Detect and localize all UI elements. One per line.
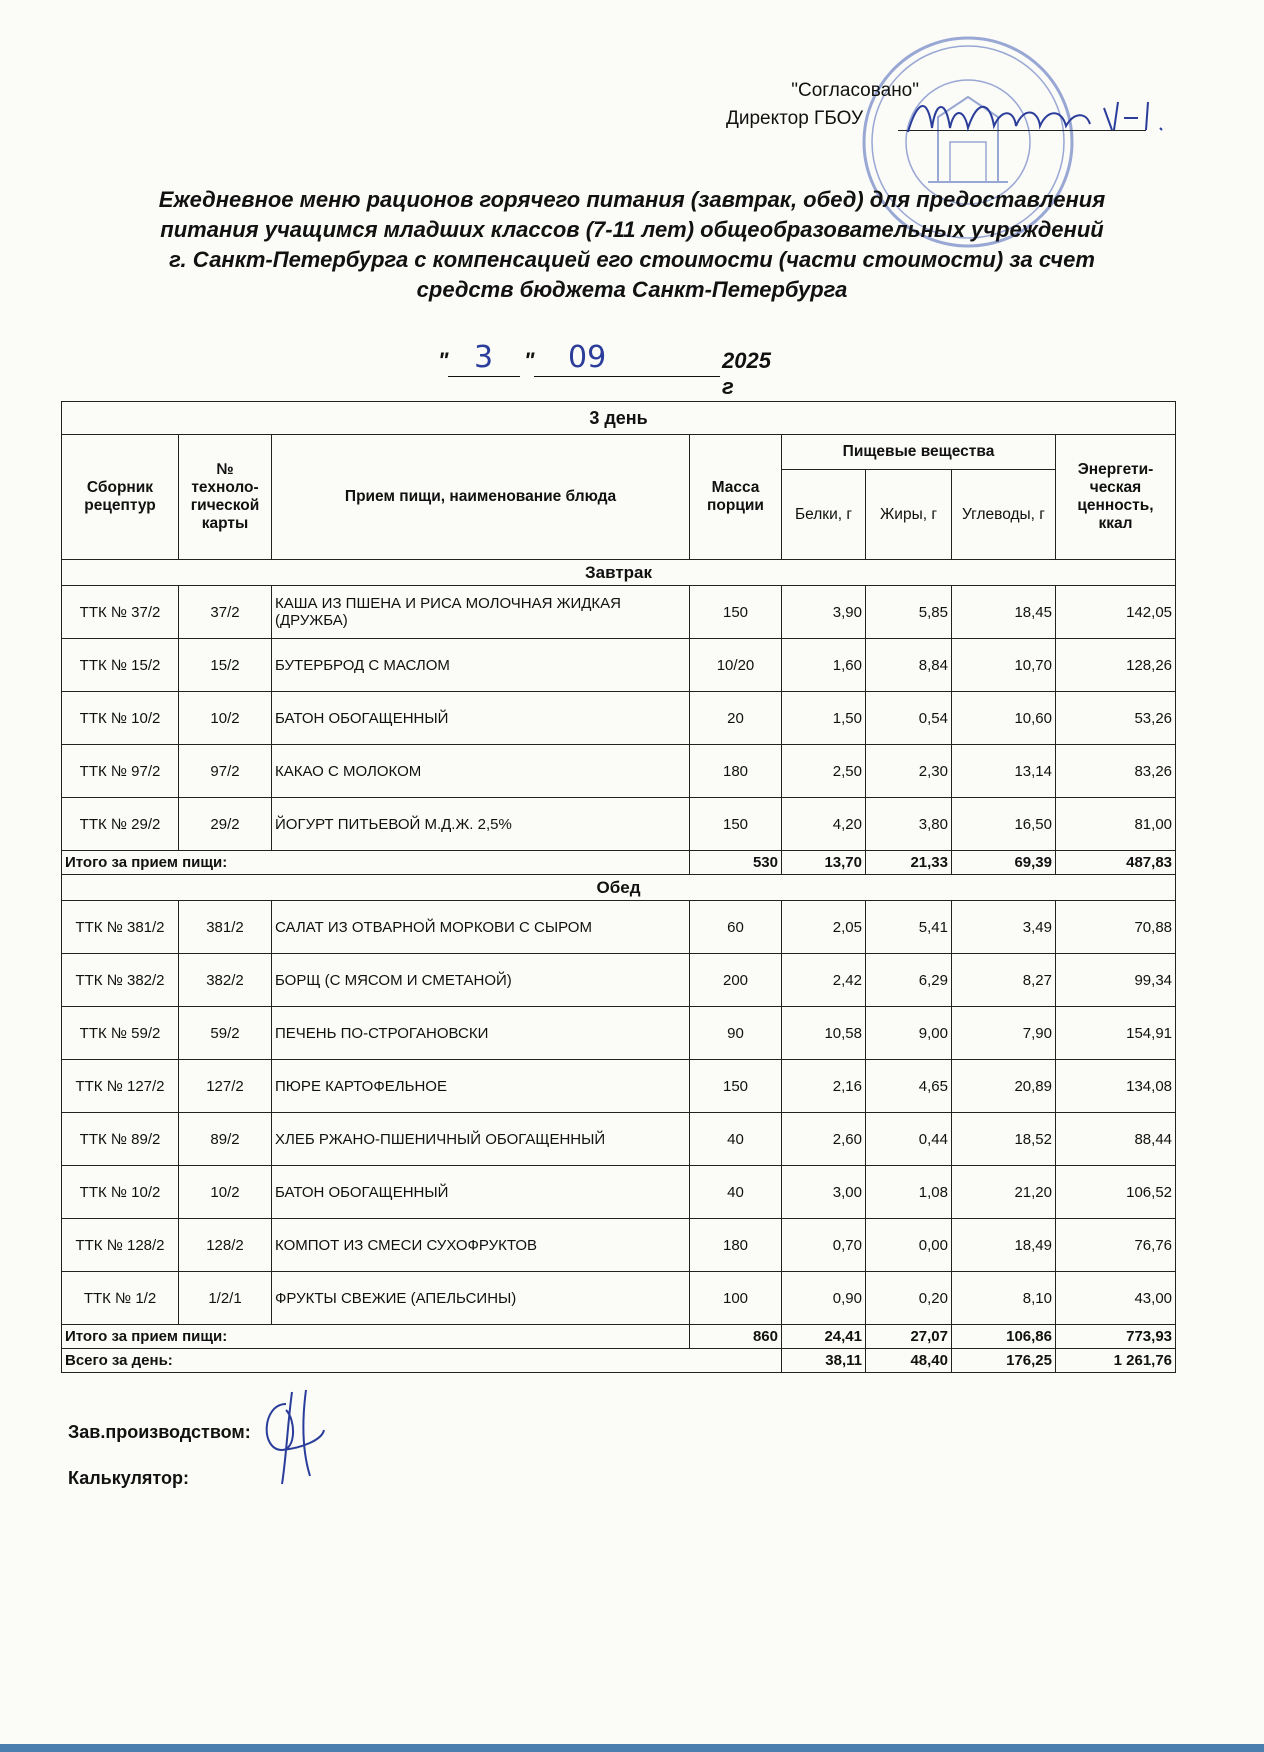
title-line: средств бюджета Санкт-Петербурга (416, 277, 848, 302)
cell-carbs: 10,60 (952, 692, 1056, 745)
cell-energy: 134,08 (1056, 1060, 1176, 1113)
col-header-carbs: Углеводы, г (952, 470, 1056, 560)
cell-card: 59/2 (179, 1007, 272, 1060)
total-label: Итого за прием пищи: (62, 1325, 690, 1349)
table-row (62, 745, 1176, 798)
cell-carbs: 10,70 (952, 639, 1056, 692)
cell-card: 37/2 (179, 586, 272, 639)
approval-label: "Согласовано" (791, 80, 919, 101)
col-header-dish: Прием пищи, наименование блюда (272, 435, 690, 560)
cell-dish: ХЛЕБ РЖАНО-ПШЕНИЧНЫЙ ОБОГАЩЕННЫЙ (272, 1113, 690, 1166)
total-fat: 27,07 (866, 1325, 952, 1349)
lunch-total-row (62, 1325, 1176, 1349)
cell-dish: ПЮРЕ КАРТОФЕЛЬНОЕ (272, 1060, 690, 1113)
cell-fat: 1,08 (866, 1166, 952, 1219)
day-total-fat: 48,40 (866, 1349, 952, 1373)
col-header-fat: Жиры, г (866, 470, 952, 560)
cell-protein: 0,70 (782, 1219, 866, 1272)
date-day: 3 (474, 340, 494, 375)
total-carbs: 69,39 (952, 851, 1056, 875)
total-protein: 13,70 (782, 851, 866, 875)
cell-energy: 83,26 (1056, 745, 1176, 798)
col-header-collection: Сборник рецептур (62, 435, 179, 560)
table-row (62, 1219, 1176, 1272)
day-total-row (62, 1349, 1176, 1373)
cell-collection: ТТК № 89/2 (62, 1113, 179, 1166)
cell-card: 89/2 (179, 1113, 272, 1166)
cell-carbs: 8,10 (952, 1272, 1056, 1325)
cell-protein: 2,16 (782, 1060, 866, 1113)
cell-fat: 2,30 (866, 745, 952, 798)
cell-mass: 180 (690, 1219, 782, 1272)
cell-protein: 2,05 (782, 901, 866, 954)
total-energy: 487,83 (1056, 851, 1176, 875)
cell-carbs: 18,45 (952, 586, 1056, 639)
cell-collection: ТТК № 381/2 (62, 901, 179, 954)
section-title-breakfast: Завтрак (62, 560, 1176, 586)
date-month-blank (534, 352, 720, 377)
col-header-card: № техноло-гической карты (179, 435, 272, 560)
cell-collection: ТТК № 37/2 (62, 586, 179, 639)
cell-card: 127/2 (179, 1060, 272, 1113)
breakfast-rows (62, 586, 1176, 851)
cell-carbs: 8,27 (952, 954, 1056, 1007)
cell-mass: 180 (690, 745, 782, 798)
cell-carbs: 18,49 (952, 1219, 1056, 1272)
cell-fat: 0,00 (866, 1219, 952, 1272)
table-row (62, 1166, 1176, 1219)
cell-protein: 0,90 (782, 1272, 866, 1325)
calculator-label: Калькулятор: (68, 1468, 189, 1488)
table-row (62, 1272, 1176, 1325)
cell-energy: 154,91 (1056, 1007, 1176, 1060)
table-row (62, 586, 1176, 639)
menu-table (61, 401, 1176, 1373)
cell-mass: 90 (690, 1007, 782, 1060)
cell-protein: 1,60 (782, 639, 866, 692)
col-header-nutrients: Пищевые вещества (782, 435, 1056, 470)
total-protein: 24,41 (782, 1325, 866, 1349)
date-month: 09 (568, 340, 607, 375)
title-line: питания учащимся младших классов (7-11 лет) общеобразовательных учреждений (160, 217, 1104, 242)
cell-mass: 150 (690, 798, 782, 851)
cell-dish: БАТОН ОБОГАЩЕННЫЙ (272, 692, 690, 745)
table-row (62, 798, 1176, 851)
cell-mass: 150 (690, 586, 782, 639)
cell-carbs: 20,89 (952, 1060, 1056, 1113)
cell-dish: БОРЩ (С МЯСОМ И СМЕТАНОЙ) (272, 954, 690, 1007)
table-row (62, 692, 1176, 745)
cell-card: 381/2 (179, 901, 272, 954)
cell-card: 382/2 (179, 954, 272, 1007)
col-header-energy: Энергети-ческая ценность, ккал (1056, 435, 1176, 560)
cell-card: 10/2 (179, 692, 272, 745)
cell-protein: 4,20 (782, 798, 866, 851)
cell-carbs: 16,50 (952, 798, 1056, 851)
cell-fat: 0,44 (866, 1113, 952, 1166)
cell-mass: 40 (690, 1166, 782, 1219)
cell-carbs: 21,20 (952, 1166, 1056, 1219)
cell-collection: ТТК № 10/2 (62, 1166, 179, 1219)
total-mass: 530 (690, 851, 782, 875)
cell-fat: 5,85 (866, 586, 952, 639)
cell-energy: 88,44 (1056, 1113, 1176, 1166)
cell-carbs: 13,14 (952, 745, 1056, 798)
cell-mass: 60 (690, 901, 782, 954)
cell-energy: 99,34 (1056, 954, 1176, 1007)
cell-dish: КОМПОТ ИЗ СМЕСИ СУХОФРУКТОВ (272, 1219, 690, 1272)
cell-energy: 70,88 (1056, 901, 1176, 954)
total-mass: 860 (690, 1325, 782, 1349)
table-row (62, 1113, 1176, 1166)
cell-collection: ТТК № 382/2 (62, 954, 179, 1007)
cell-protein: 2,60 (782, 1113, 866, 1166)
day-total-protein: 38,11 (782, 1349, 866, 1373)
cell-energy: 128,26 (1056, 639, 1176, 692)
cell-dish: КАКАО С МОЛОКОМ (272, 745, 690, 798)
cell-dish: КАША ИЗ ПШЕНА И РИСА МОЛОЧНАЯ ЖИДКАЯ (ДРУЖБА) (272, 586, 690, 639)
cell-card: 1/2/1 (179, 1272, 272, 1325)
cell-card: 128/2 (179, 1219, 272, 1272)
cell-mass: 10/20 (690, 639, 782, 692)
cell-energy: 53,26 (1056, 692, 1176, 745)
cell-protein: 1,50 (782, 692, 866, 745)
col-header-mass: Масса порции (690, 435, 782, 560)
lunch-rows (62, 901, 1176, 1325)
cell-collection: ТТК № 97/2 (62, 745, 179, 798)
title-line: г. Санкт-Петербурга с компенсацией его стоимости (части стоимости) за счет (169, 247, 1095, 272)
cell-card: 29/2 (179, 798, 272, 851)
document-title (50, 185, 1214, 305)
cell-dish: ФРУКТЫ СВЕЖИЕ (АПЕЛЬСИНЫ) (272, 1272, 690, 1325)
header-row (62, 435, 1176, 470)
col-header-protein: Белки, г (782, 470, 866, 560)
cell-card: 10/2 (179, 1166, 272, 1219)
cell-dish: ПЕЧЕНЬ ПО-СТРОГАНОВСКИ (272, 1007, 690, 1060)
cell-protein: 10,58 (782, 1007, 866, 1060)
director-signature (898, 88, 1188, 152)
director-label: Директор ГБОУ (726, 108, 864, 129)
production-head-label: Зав.производством: (68, 1422, 251, 1442)
day-total-carbs: 176,25 (952, 1349, 1056, 1373)
cell-mass: 150 (690, 1060, 782, 1113)
total-energy: 773,93 (1056, 1325, 1176, 1349)
cell-energy: 81,00 (1056, 798, 1176, 851)
day-title-row (62, 402, 1176, 435)
table-row (62, 1007, 1176, 1060)
cell-carbs: 3,49 (952, 901, 1056, 954)
table-row (62, 1060, 1176, 1113)
total-fat: 21,33 (866, 851, 952, 875)
section-title-lunch: Обед (62, 875, 1176, 901)
cell-energy: 106,52 (1056, 1166, 1176, 1219)
cell-mass: 100 (690, 1272, 782, 1325)
total-label: Итого за прием пищи: (62, 851, 690, 875)
cell-energy: 76,76 (1056, 1219, 1176, 1272)
cell-fat: 0,20 (866, 1272, 952, 1325)
cell-fat: 3,80 (866, 798, 952, 851)
day-total-label: Всего за день: (62, 1349, 782, 1373)
date-open-quote: " (438, 348, 449, 373)
cell-collection: ТТК № 29/2 (62, 798, 179, 851)
cell-collection: ТТК № 128/2 (62, 1219, 179, 1272)
cell-fat: 0,54 (866, 692, 952, 745)
section-row (62, 875, 1176, 901)
cell-dish: ЙОГУРТ ПИТЬЕВОЙ М.Д.Ж. 2,5% (272, 798, 690, 851)
cell-protein: 3,00 (782, 1166, 866, 1219)
day-total-energy: 1 261,76 (1056, 1349, 1176, 1373)
cell-fat: 9,00 (866, 1007, 952, 1060)
cell-card: 97/2 (179, 745, 272, 798)
cell-collection: ТТК № 1/2 (62, 1272, 179, 1325)
cell-protein: 2,42 (782, 954, 866, 1007)
breakfast-total-row (62, 851, 1176, 875)
cell-carbs: 7,90 (952, 1007, 1056, 1060)
total-carbs: 106,86 (952, 1325, 1056, 1349)
cell-dish: БУТЕРБРОД С МАСЛОМ (272, 639, 690, 692)
date-year: 2025 г (722, 348, 771, 399)
cell-card: 15/2 (179, 639, 272, 692)
cell-energy: 43,00 (1056, 1272, 1176, 1325)
cell-energy: 142,05 (1056, 586, 1176, 639)
cell-fat: 5,41 (866, 901, 952, 954)
production-head-signature (252, 1380, 332, 1490)
cell-fat: 8,84 (866, 639, 952, 692)
cell-collection: ТТК № 59/2 (62, 1007, 179, 1060)
cell-fat: 4,65 (866, 1060, 952, 1113)
cell-mass: 40 (690, 1113, 782, 1166)
cell-collection: ТТК № 10/2 (62, 692, 179, 745)
cell-protein: 3,90 (782, 586, 866, 639)
cell-collection: ТТК № 127/2 (62, 1060, 179, 1113)
cell-mass: 200 (690, 954, 782, 1007)
cell-fat: 6,29 (866, 954, 952, 1007)
section-row (62, 560, 1176, 586)
table-row (62, 901, 1176, 954)
day-title: 3 день (62, 402, 1176, 435)
cell-mass: 20 (690, 692, 782, 745)
cell-dish: БАТОН ОБОГАЩЕННЫЙ (272, 1166, 690, 1219)
date-close-quote: " (524, 348, 535, 373)
scan-edge-bar (0, 1744, 1264, 1752)
cell-dish: САЛАТ ИЗ ОТВАРНОЙ МОРКОВИ С СЫРОМ (272, 901, 690, 954)
title-line: Ежедневное меню рационов горячего питания (завтрак, обед) для предоставления (158, 187, 1106, 212)
cell-carbs: 18,52 (952, 1113, 1056, 1166)
cell-collection: ТТК № 15/2 (62, 639, 179, 692)
table-row (62, 639, 1176, 692)
table-row (62, 954, 1176, 1007)
cell-protein: 2,50 (782, 745, 866, 798)
